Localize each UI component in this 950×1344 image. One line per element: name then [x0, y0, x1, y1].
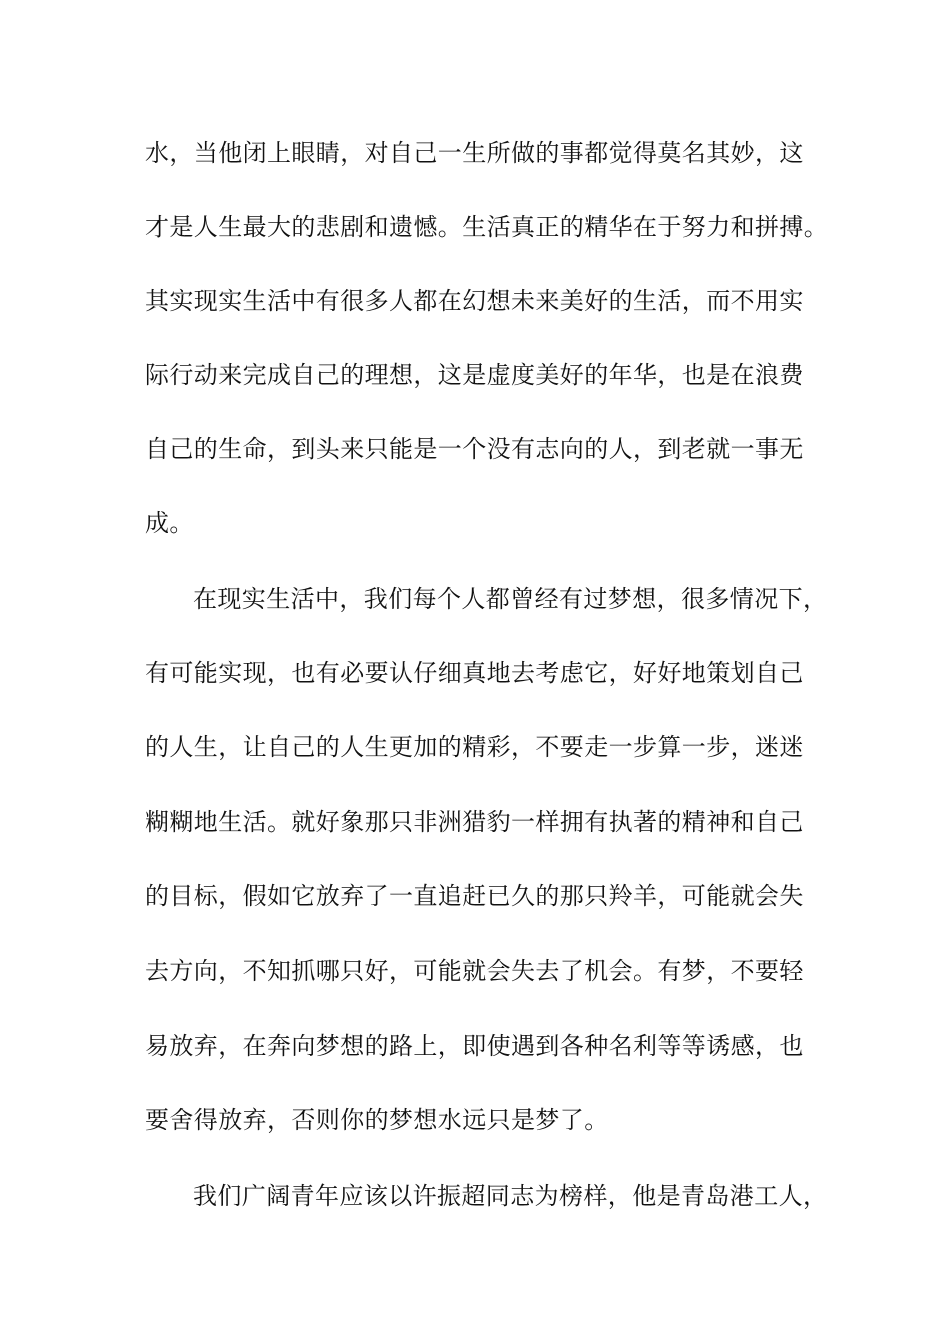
text-line: 自己的生命，到头来只能是一个没有志向的人，到老就一事无	[145, 435, 804, 463]
text-line: 的目标，假如它放弃了一直追赶已久的那只羚羊，可能就会失	[145, 882, 804, 910]
text-line: 易放弃，在奔向梦想的路上，即使遇到各种名利等等诱感，也	[145, 1032, 804, 1060]
text-line: 际行动来完成自己的理想，这是虚度美好的年华，也是在浪费	[145, 361, 804, 389]
text-line: 有可能实现，也有必要认仔细真地去考虑它，好好地策划自己	[145, 659, 804, 687]
text-line: 其实现实生活中有很多人都在幻想未来美好的生活，而不用实	[145, 287, 804, 315]
text-line: 成。	[145, 509, 194, 537]
paragraph-start-line: 我们广阔青年应该以许振超同志为榜样，他是青岛港工人，	[193, 1182, 828, 1210]
text-line: 才是人生最大的悲剧和遗憾。生活真正的精华在于努力和拼搏。	[145, 213, 829, 241]
paragraph-start-line: 在现实生活中，我们每个人都曾经有过梦想，很多情况下，	[193, 585, 828, 613]
text-line: 水，当他闭上眼睛，对自己一生所做的事都觉得莫名其妙，这	[145, 139, 804, 167]
text-line: 去方向，不知抓哪只好，可能就会失去了机会。有梦，不要轻	[145, 957, 804, 985]
text-line: 糊糊地生活。就好象那只非洲猎豹一样拥有执著的精神和自己	[145, 808, 804, 836]
text-line: 的人生，让自己的人生更加的精彩，不要走一步算一步，迷迷	[145, 733, 804, 761]
text-line: 要舍得放弃，否则你的梦想水远只是梦了。	[145, 1106, 609, 1134]
